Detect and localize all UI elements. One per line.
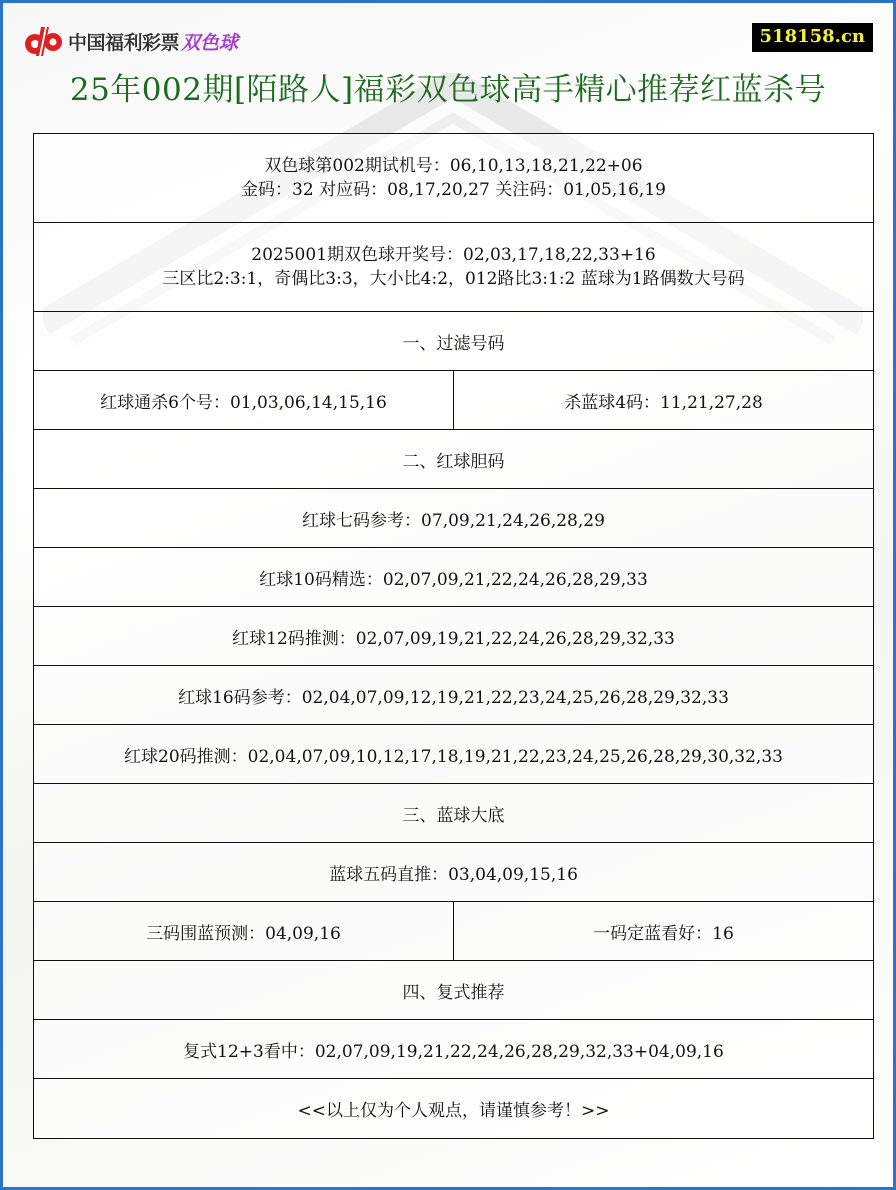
red-10-cell: 红球10码精选：02,07,09,21,22,24,26,28,29,33 xyxy=(34,548,874,607)
blue-1-cell: 一码定蓝看好：16 xyxy=(454,902,874,961)
lottery-logo xyxy=(21,25,238,57)
page-title: 25年002期[陌路人]福彩双色球高手精心推荐红蓝杀号 xyxy=(69,72,827,108)
section-heading-compound: 四、复式推荐 xyxy=(34,961,874,1020)
prediction-table xyxy=(33,133,874,1139)
gold-codes: 金码：32 对应码：08,17,20,27 关注码：01,05,16,19 xyxy=(241,180,666,200)
logo-brand: 双色球 xyxy=(181,31,239,54)
disclaimer-cell: <<以上仅为个人观点，请谨慎参考！>> xyxy=(34,1079,874,1139)
section-heading-blue-base: 三、蓝球大底 xyxy=(34,784,874,843)
previous-draw-analysis: 三区比2:3:1，奇偶比3:3，大小比4:2，012路比3:1:2 蓝球为1路偶数大号码 xyxy=(162,269,745,289)
red-7-cell: 红球七码参考：07,09,21,24,26,28,29 xyxy=(34,489,874,548)
previous-draw-numbers: 2025001期双色球开奖号：02,03,17,18,22,33+16 xyxy=(251,245,656,265)
red-kill-cell: 红球通杀6个号：01,03,06,14,15,16 xyxy=(34,371,454,430)
red-20-cell: 红球20码推测：02,04,07,09,10,12,17,18,19,21,22,23,24,25,26,28,29,30,32,33 xyxy=(34,725,874,784)
red-12-cell: 红球12码推测：02,07,09,19,21,22,24,26,28,29,32,33 xyxy=(34,607,874,666)
previous-draw-cell xyxy=(34,223,874,312)
trial-row xyxy=(34,134,874,223)
section-heading-filter: 一、过滤号码 xyxy=(34,312,874,371)
trial-numbers: 双色球第002期试机号：06,10,13,18,21,22+06 xyxy=(264,156,643,176)
previous-draw-row xyxy=(34,223,874,312)
compound-cell: 复式12+3看中：02,07,09,19,21,22,24,26,28,29,32,33+04,09,16 xyxy=(34,1020,874,1079)
red-16-cell: 红球16码参考：02,04,07,09,12,19,21,22,23,24,25,26,28,29,32,33 xyxy=(34,666,874,725)
blue-5-cell: 蓝球五码直推：03,04,09,15,16 xyxy=(34,843,874,902)
trial-cell xyxy=(34,134,874,223)
section-heading-red-core: 二、红球胆码 xyxy=(34,430,874,489)
blue-kill-cell: 杀蓝球4码：11,21,27,28 xyxy=(454,371,874,430)
welfare-lottery-logo-icon xyxy=(21,25,65,57)
blue-3-cell: 三码围蓝预测：04,09,16 xyxy=(34,902,454,961)
logo-text: 中国福利彩票 xyxy=(68,31,180,54)
site-badge[interactable]: 518158.cn xyxy=(752,23,873,52)
